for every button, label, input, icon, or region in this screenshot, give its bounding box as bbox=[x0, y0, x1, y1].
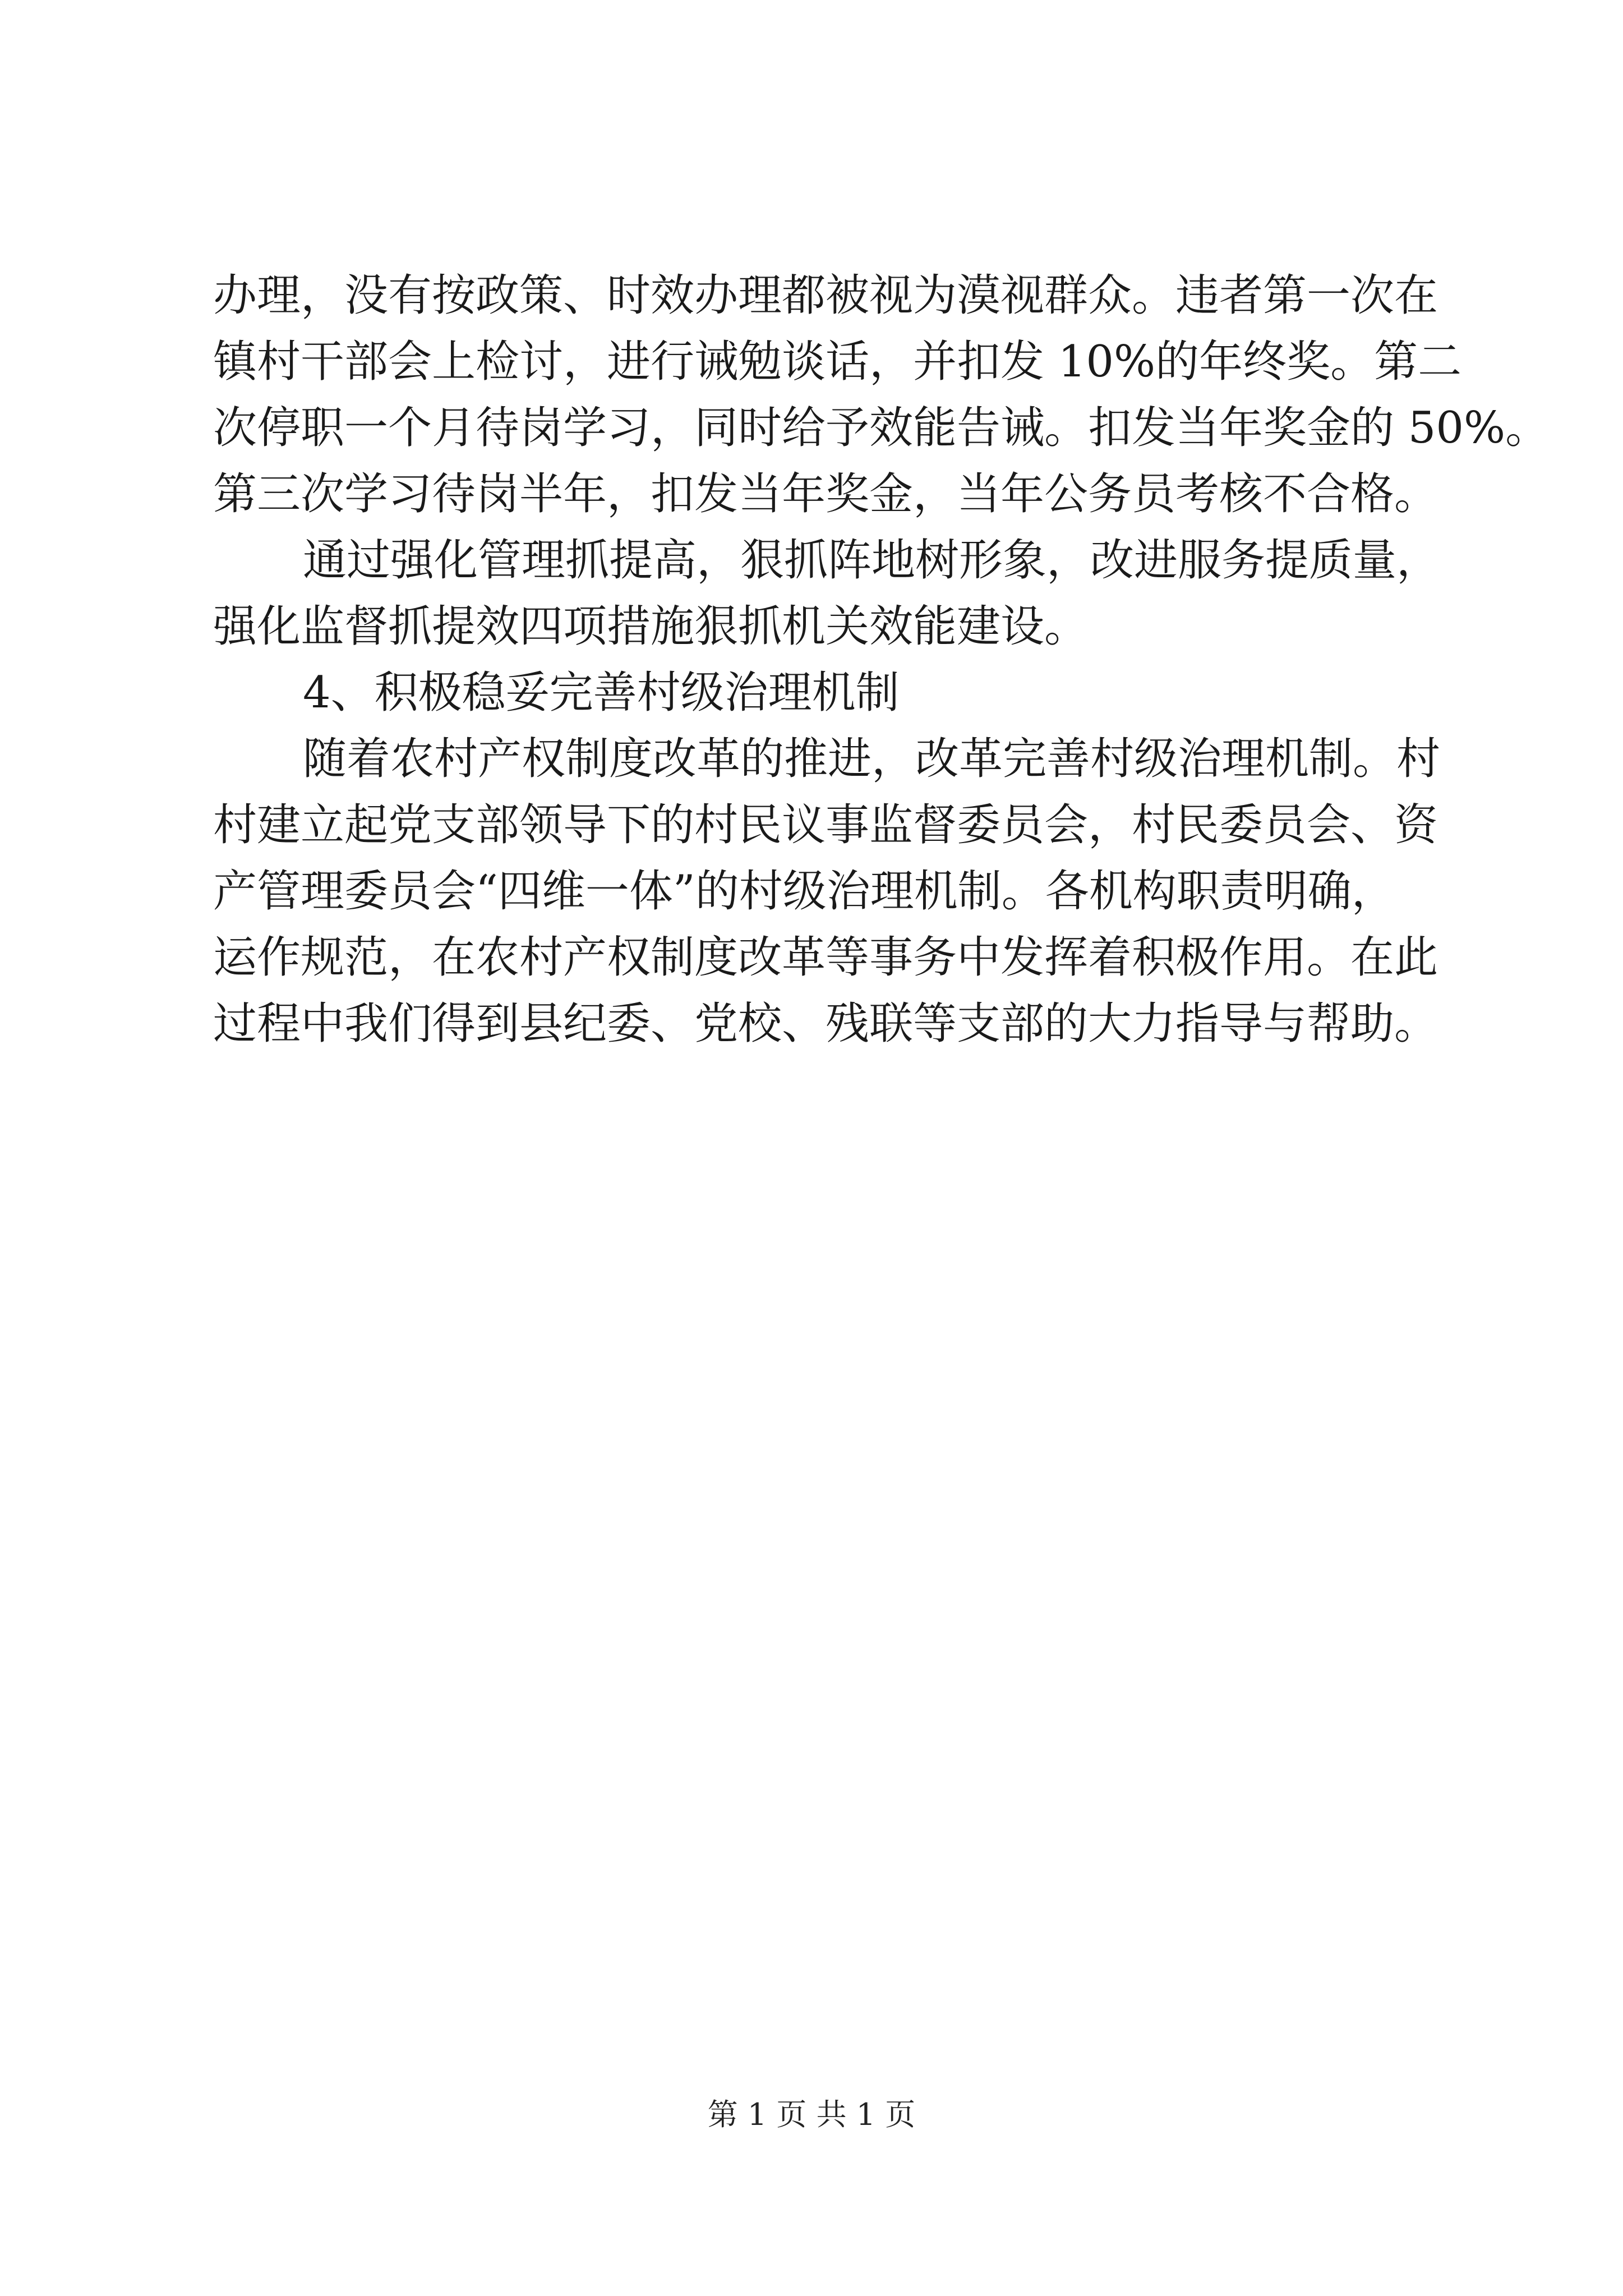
text-line: 运作规范，在农村产权制度改革等事务中发挥着积极作用。在此 bbox=[213, 932, 1438, 983]
text-line: 强化监督抓提效四项措施狠抓机关效能建设。 bbox=[213, 601, 1089, 652]
page-number-label: 第 1 页 共 1 页 bbox=[707, 2097, 916, 2132]
text-line: 过程中我们得到县纪委、党校、残联等支部的大力指导与帮助。 bbox=[213, 999, 1438, 1049]
page-footer bbox=[0, 2095, 1623, 2134]
text-line: 第三次学习待岗半年，扣发当年奖金，当年公务员考核不合格。 bbox=[213, 469, 1438, 519]
paragraph-efficiency-measures bbox=[213, 527, 1441, 660]
document-body bbox=[213, 263, 1550, 1057]
section-heading bbox=[213, 660, 1441, 726]
text-line: 随着农村产权制度改革的推进，改革完善村级治理机制。村 bbox=[303, 734, 1441, 784]
text-line: 通过强化管理抓提高，狠抓阵地树形象，改进服务提质量， bbox=[303, 535, 1441, 586]
text-line: 村建立起党支部领导下的村民议事监督委员会，村民委员会、资 bbox=[213, 800, 1438, 850]
text-line: 镇村干部会上检讨，进行诫勉谈话，并扣发 10%的年终奖。第二 bbox=[213, 337, 1462, 387]
text-line: 产管理委员会“四维一体”的村级治理机制。各机构职责明确， bbox=[213, 866, 1395, 917]
text-line: 次停职一个月待岗学习，同时给予效能告诫。扣发当年奖金的 50%。 bbox=[213, 403, 1550, 453]
paragraph-village-governance bbox=[213, 726, 1441, 1057]
section-heading-text: 4、积极稳妥完善村级治理机制 bbox=[303, 668, 900, 718]
text-line: 办理，没有按政策、时效办理都被视为漠视群众。违者第一次在 bbox=[213, 270, 1438, 321]
paragraph-penalty-rules bbox=[213, 263, 1550, 527]
